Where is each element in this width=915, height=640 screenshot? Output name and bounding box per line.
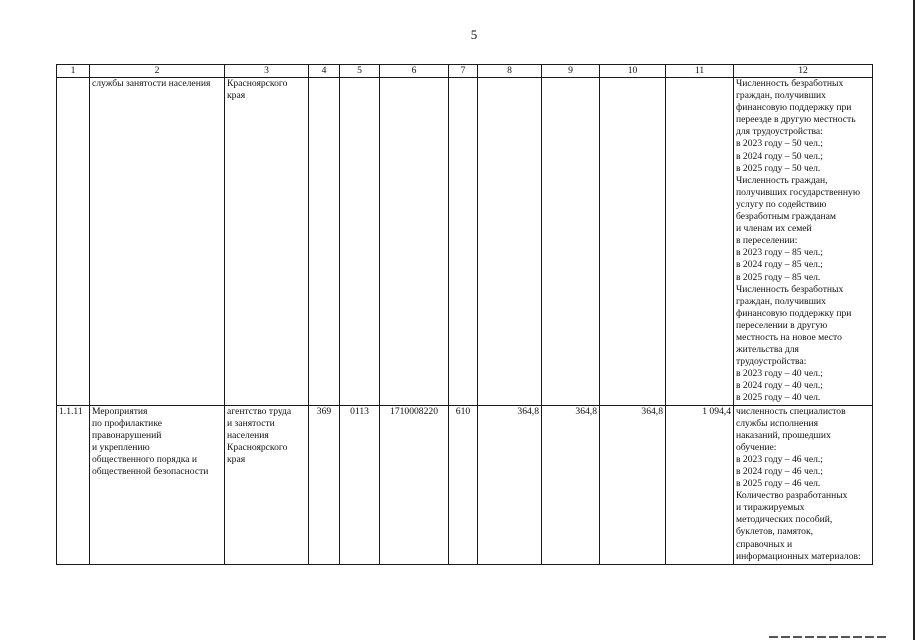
- cell-grbs: 369: [309, 405, 340, 564]
- column-header-3: 3: [225, 65, 309, 78]
- cell-year-2023: 364,8: [478, 405, 542, 564]
- cell-expense-type: [449, 78, 478, 406]
- table-row-1-1-11: [57, 405, 873, 564]
- cell-year-2023: [478, 78, 542, 406]
- column-header-5: 5: [340, 65, 380, 78]
- column-header-4: 4: [309, 65, 340, 78]
- cell-target-article: [380, 78, 449, 406]
- cell-index: 1.1.11: [57, 405, 90, 564]
- cell-total: [666, 78, 734, 406]
- scan-artifact-line: [769, 636, 889, 638]
- column-header-12: 12: [734, 65, 873, 78]
- cell-target-article: 1710008220: [380, 405, 449, 564]
- table-row-continued: [57, 78, 873, 406]
- cell-section: [340, 78, 380, 406]
- column-header-8: 8: [478, 65, 542, 78]
- cell-section: 0113: [340, 405, 380, 564]
- cell-activity-name: Мероприятия по профилактике правонарушений и укреплению общественного порядка и общественной безопасности: [90, 405, 225, 564]
- cell-year-2024: 364,8: [542, 405, 600, 564]
- column-header-11: 11: [666, 65, 734, 78]
- cell-expected-result: Численность безработных граждан, получивших финансовую поддержку при переезде в другую местность для трудоустройства: в 2023 году – 50 чел.; в 2024 году – 50 чел.; в 2025 году – 50 чел. Численность граждан, получивших государственную услугу по содействию безработным гражданам и членам их семей в переселении: в 2023 году – 85 чел.; в 2024 году – 85 чел.; в 2025 году – 85 чел. Численность безработных граждан, получивших финансовую поддержку при переселении в другую местность на новое место жительства для трудоустройства: в 2023 году – 40 чел.; в 2024 году – 40 чел.; в 2025 году – 40 чел.: [734, 78, 873, 406]
- column-header-1: 1: [57, 65, 90, 78]
- page-number: 5: [470, 27, 478, 42]
- cell-activity-name: службы занятости населения: [90, 78, 225, 406]
- cell-year-2024: [542, 78, 600, 406]
- cell-executor: Красноярского края: [225, 78, 309, 406]
- activities-table: [56, 64, 873, 565]
- column-header-7: 7: [449, 65, 478, 78]
- cell-year-2025: 364,8: [600, 405, 666, 564]
- column-number-row: [57, 65, 873, 78]
- cell-index: [57, 78, 90, 406]
- cell-expected-result: численность специалистов службы исполнения наказаний, прошедших обучение: в 2023 году – 46 чел.; в 2024 году – 46 чел.; в 2025 году – 46 чел. Количество разработанных и тиражируемых методических пособий, буклетов, памяток, справочных и информационных материалов:: [734, 405, 873, 564]
- cell-grbs: [309, 78, 340, 406]
- column-header-2: 2: [90, 65, 225, 78]
- cell-total: 1 094,4: [666, 405, 734, 564]
- cell-year-2025: [600, 78, 666, 406]
- column-header-6: 6: [380, 65, 449, 78]
- cell-expense-type: 610: [449, 405, 478, 564]
- column-header-9: 9: [542, 65, 600, 78]
- column-header-10: 10: [600, 65, 666, 78]
- cell-executor: агентство труда и занятости населения Красноярского края: [225, 405, 309, 564]
